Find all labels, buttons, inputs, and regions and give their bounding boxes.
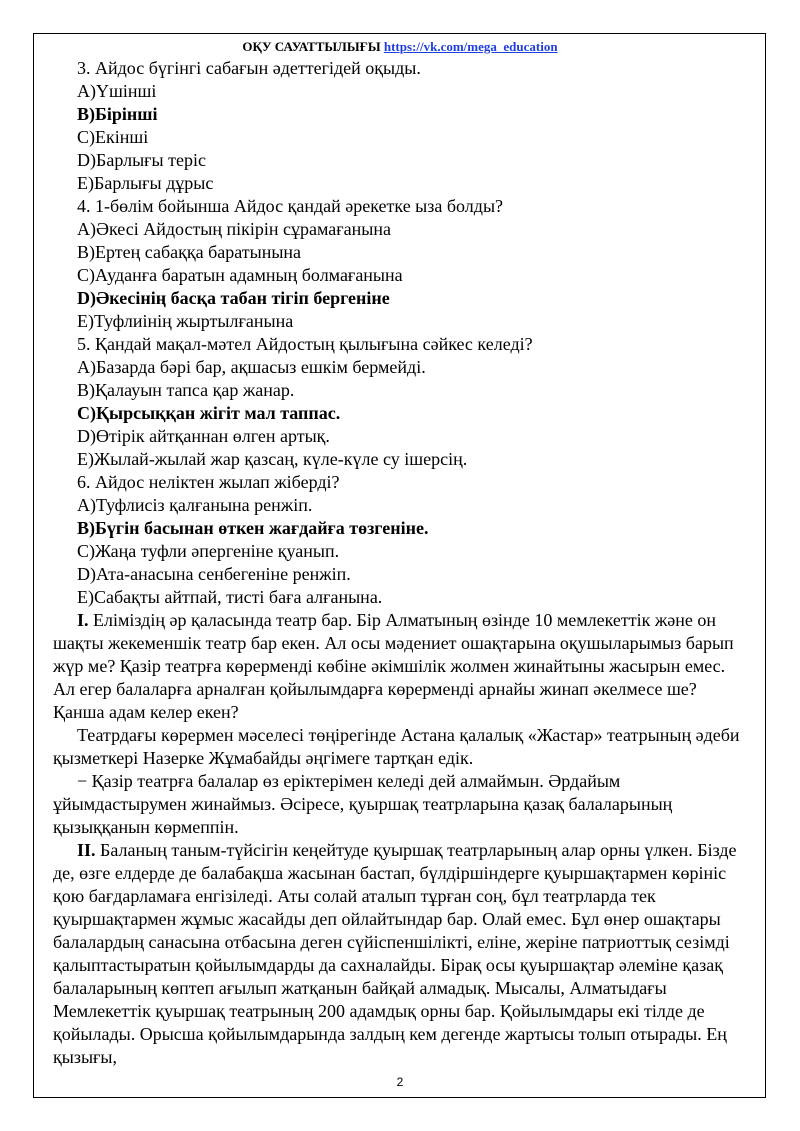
- question-text: 3. Айдос бүгінгі сабағын әдеттегідей оқыды.: [77, 58, 421, 78]
- question-text: 6. Айдос неліктен жылап жіберді?: [77, 472, 340, 492]
- header-link[interactable]: https://vk.com/mega_education: [383, 39, 558, 54]
- answer-option: A)Туфлисіз қалғанына ренжіп.: [77, 495, 313, 515]
- answer-option: E)Сабақты айтпай, тисті баға алғанына.: [77, 587, 383, 607]
- answer-option: B)Қалауын тапса қар жанар.: [77, 380, 295, 400]
- answer-option: D)Ата-анасына сенбегеніне ренжіп.: [77, 564, 351, 584]
- answer-option: E)Туфлиінің жыртылғанына: [77, 311, 294, 331]
- question-text: 5. Қандай мақал-мәтел Айдостың қылығына сәйкес келеді?: [77, 334, 533, 354]
- answer-option: D)Өтірік айтқаннан өлген артық.: [77, 426, 330, 446]
- answer-option: C)Жаңа туфли әпергеніне қуанып.: [77, 541, 340, 561]
- section-label-1: I.: [77, 610, 89, 630]
- page-number: 2: [396, 1075, 404, 1089]
- document-body: [53, 57, 750, 1069]
- answer-option: A)Базарда бәрі бар, ақшасыз ешкім бермейді.: [77, 357, 426, 377]
- answer-option: B)Ертең сабаққа баратынына: [77, 242, 302, 262]
- answer-option: D)Барлығы теріс: [77, 150, 206, 170]
- page-header: [0, 39, 800, 55]
- paragraph-3: − Қазір театрға балалар өз еріктерімен келеді дей алмаймын. Әрдайым ұйымдастырумен жинаймыз. Әсіресе, қуыршақ театрларына қазақ балаларының қызыққанын көрмеппін.: [53, 771, 673, 837]
- answer-option-correct: B)Бүгін басынан өткен жағдайға төзгеніне.: [77, 518, 429, 538]
- answer-option: A)Әкесі Айдостың пікірін сұрамағанына: [77, 219, 392, 239]
- answer-option: E)Жылай-жылай жар қазсаң, күле-күле су ішерсің.: [77, 449, 468, 469]
- answer-option: C)Екінші: [77, 127, 149, 147]
- header-title: ОҚУ САУАТТЫЛЫҒЫ: [242, 39, 381, 54]
- question-list: [53, 57, 750, 609]
- answer-option: A)Үшінші: [77, 81, 157, 101]
- answer-option: C)Ауданға баратын адамның болмағанына: [77, 265, 403, 285]
- section-label-2: II.: [77, 840, 96, 860]
- paragraph-4: [53, 839, 750, 1069]
- answer-option-correct: D)Әкесінің басқа табан тігіп бергеніне: [77, 288, 390, 308]
- answer-option: E)Барлығы дұрыс: [77, 173, 214, 193]
- paragraph-1-text: Еліміздің әр қаласында театр бар. Бір Алматының өзінде 10 мемлекеттік және он шақты жекеменшік театр бар екен. Ал осы мәдениет ошақтарына оқушыларымыз барып жүр ме? Қазір театрға көрерменді көбіне әкімшілік жолмен жинайтыны жасырын емес. Ал егер балаларға арналған қойылымдарға көрерменді арнайы жинап әкелмесе ше? Қанша адам келер екен?: [53, 610, 734, 722]
- answer-option-correct: B)Бірінші: [77, 104, 158, 124]
- question-text: 4. 1-бөлім бойынша Айдос қандай әрекетке ыза болды?: [77, 196, 504, 216]
- paragraph-2: Театрдағы көрермен мәселесі төңірегінде Астана қалалық «Жастар» театрының әдеби қызметкері Назерке Жұмабайды әңгімеге тартқан едік.: [53, 725, 740, 768]
- paragraph-1: [53, 609, 750, 724]
- paragraph-4-text: Баланың таным-түйсігін кеңейтуде қуыршақ театрларының алар орны үлкен. Бізде де, өзге елдерде де балабақша жасынан бастап, бүлдіршіндерге қуыршақтармен көрініс қою бағдарламаға енгізіледі. Аты солай аталып тұрған соң, бұл театрларда тек қуыршақтармен жұмыс жасайды деп ойлайтындар бар. Олай емес. Бұл өнер ошақтары балалардың санасына отбасына деген сүйіспеншілікті, еліне, жеріне патриоттық сезімді қалыптастыратын қойылымдарды да сахналайды. Бірақ осы қуыршақтар әлеміне қазақ балаларының көптеп ағылып жатқанын байқай алмадық. Мысалы, Алматыдағы Мемлекеттік қуыршақ театрының 200 адамдық орны бар. Қойылымдары екі тілде де қойылады. Орысша қойылымдарында залдың кем дегенде жартысы толып отырады. Ең қызығы,: [53, 840, 737, 1067]
- answer-option-correct: C)Қырсыққан жігіт мал таппас.: [77, 403, 341, 423]
